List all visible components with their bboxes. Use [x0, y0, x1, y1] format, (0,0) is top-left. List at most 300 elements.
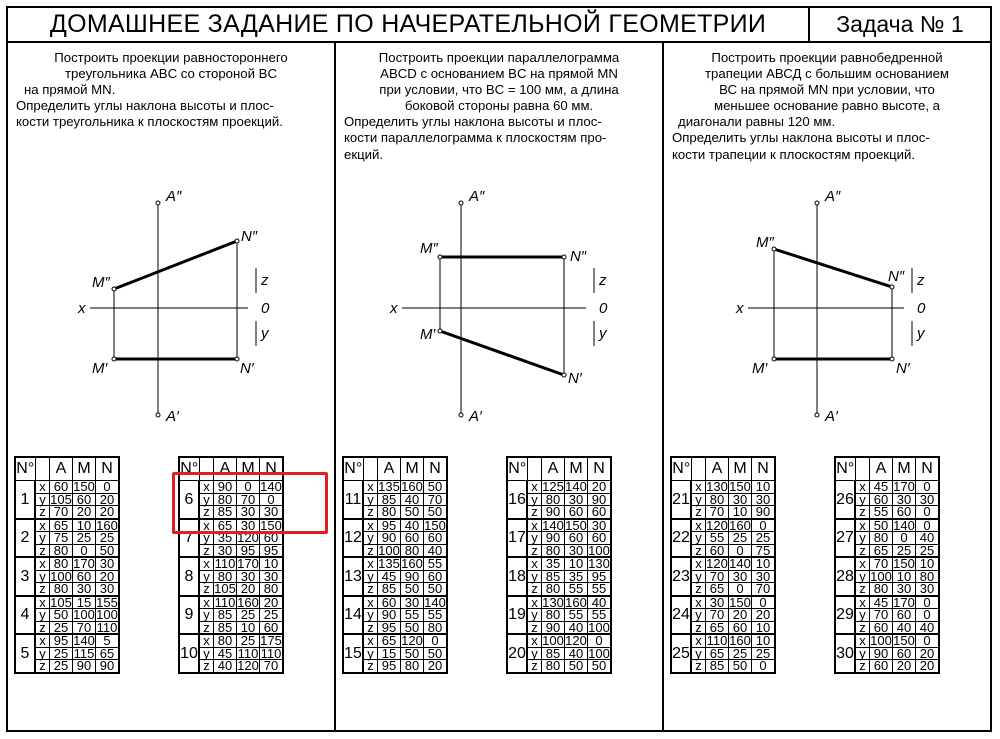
header-a: A: [50, 457, 73, 481]
coordinate-value: 10: [916, 557, 940, 570]
header-a: A: [870, 457, 893, 481]
coordinate-value: 170: [893, 594, 915, 610]
header-axis: [527, 457, 542, 481]
coordinate-value: 95: [50, 634, 73, 647]
coordinate-value: 50: [424, 583, 448, 596]
coordinate-value: 30: [73, 583, 96, 596]
header-no: N°: [507, 457, 527, 481]
axis-label: z: [35, 583, 50, 596]
coordinate-value: 90: [870, 647, 893, 660]
coordinate-value: 100: [542, 633, 564, 648]
coordinate-value: 10: [565, 557, 588, 570]
coordinate-value: 105: [50, 594, 72, 610]
coordinate-value: 80: [378, 506, 401, 519]
task-line: кости параллелограмма к плоскостям про-: [344, 130, 607, 146]
axis-label: y: [35, 570, 50, 583]
coordinate-value: 25: [893, 544, 916, 557]
coordinate-value: 20: [916, 660, 940, 673]
coordinate-value: 140: [893, 517, 915, 533]
coordinate-value: 25: [50, 621, 73, 634]
coordinate-value: 10: [752, 634, 776, 647]
coordinate-value: 40: [401, 519, 424, 532]
coordinate-value: 160: [237, 594, 259, 610]
coordinate-value: 60: [893, 647, 916, 660]
coordinate-value: 85: [542, 570, 565, 583]
axis-label: x: [35, 596, 50, 609]
variant-number: 24: [671, 596, 691, 635]
coordinate-value: 10: [237, 621, 260, 634]
coordinate-value: 80: [260, 583, 284, 596]
label-a2: A″: [825, 188, 841, 205]
axis-label: x: [527, 519, 542, 532]
coordinate-value: 50: [96, 544, 120, 557]
coordinate-value: 155: [96, 594, 118, 610]
coordinate-value: 10: [893, 570, 916, 583]
coordinate-value: 15: [73, 596, 96, 609]
coordinate-value: 70: [50, 506, 73, 519]
axis-label: x: [691, 481, 706, 494]
coordinate-value: 50: [424, 481, 448, 494]
coordinate-value: 25: [50, 647, 73, 660]
coordinate-value: 150: [260, 517, 282, 533]
header-n: N: [752, 457, 776, 481]
coordinate-value: 55: [588, 583, 612, 596]
label-n1: N′: [240, 360, 254, 377]
axis-label: y: [855, 570, 870, 583]
axis-label: y: [691, 647, 706, 660]
coordinate-value: 80: [401, 660, 424, 673]
coordinate-value: 30: [893, 583, 916, 596]
coordinate-value: 60: [424, 570, 448, 583]
variant-number: 1: [15, 481, 35, 519]
coordinate-value: 140: [542, 517, 564, 533]
axis-label: y: [363, 647, 378, 660]
label-a2: A″: [469, 188, 485, 205]
coordinate-value: 60: [893, 506, 916, 519]
coordinate-value: 80: [542, 660, 565, 673]
label-n2: N″: [241, 228, 258, 245]
axis-label: z: [691, 621, 706, 634]
coordinate-value: 50: [50, 609, 73, 622]
axis-label: x: [527, 481, 542, 494]
coordinate-value: 130: [706, 479, 728, 494]
task-line: екций.: [344, 146, 384, 162]
header-axis: [35, 457, 50, 481]
label-z: z: [917, 272, 925, 289]
axis-label: x: [35, 557, 50, 570]
axis-label: y: [691, 609, 706, 622]
coordinate-value: 120: [237, 530, 259, 545]
coordinate-value: 55: [424, 609, 448, 622]
coordinate-value: 0: [916, 481, 940, 494]
projection-diagram: [336, 183, 661, 463]
coordinate-value: 50: [588, 660, 612, 673]
projection-diagram: [664, 183, 989, 463]
coordinate-value: 95: [378, 621, 401, 634]
label-a2: A″: [166, 188, 182, 205]
axis-label: z: [35, 621, 50, 634]
coordinate-value: 65: [50, 519, 73, 532]
coordinate-value: 50: [565, 660, 588, 673]
label-m2: M″: [92, 274, 110, 291]
header-a: A: [542, 457, 565, 481]
axis-label: z: [527, 660, 542, 673]
coordinate-value: 60: [729, 621, 752, 634]
coordinate-value: 105: [50, 491, 72, 507]
coordinate-value: 30: [893, 493, 916, 506]
coordinate-value: 170: [237, 556, 259, 571]
coordinate-value: 50: [424, 506, 448, 519]
axis-label: z: [199, 544, 214, 557]
coordinate-value: 20: [96, 570, 120, 583]
coordinate-value: 70: [706, 609, 729, 622]
coordinate-value: 100: [73, 607, 95, 622]
coordinate-value: 20: [73, 506, 96, 519]
axis-label: z: [35, 544, 50, 557]
label-m2: M″: [756, 234, 774, 251]
axis-label: x: [855, 557, 870, 570]
axis-label: y: [35, 532, 50, 545]
coordinate-value: 30: [260, 506, 284, 519]
coordinate-value: 30: [706, 596, 729, 609]
coordinate-value: 75: [752, 544, 776, 557]
coordinate-value: 0: [260, 493, 284, 506]
coordinate-value: 100: [588, 542, 610, 558]
header-n: N: [916, 457, 940, 481]
coordinate-value: 170: [893, 479, 915, 494]
coordinate-value: 110: [214, 556, 236, 571]
coordinate-value: 80: [424, 621, 448, 634]
coordinate-value: 40: [893, 621, 916, 634]
coordinate-value: 120: [237, 658, 259, 673]
task-line: кости трапеции к плоскостям проекций.: [672, 146, 916, 162]
axis-label: x: [363, 596, 378, 609]
label-x: x: [390, 300, 398, 317]
task-line: Построить проекции равностороннего: [54, 50, 288, 65]
coordinate-value: 80: [401, 544, 424, 557]
axis-label: x: [363, 557, 378, 570]
coordinate-value: 60: [588, 532, 612, 545]
coordinate-value: 140: [73, 633, 95, 648]
header-axis: [363, 457, 378, 481]
coordinate-value: 0: [752, 660, 776, 673]
coordinate-value: 100: [870, 568, 892, 584]
header-m: M: [565, 457, 588, 481]
coordinate-value: 160: [401, 479, 423, 494]
coordinate-value: 150: [729, 479, 751, 494]
coordinate-value: 85: [706, 660, 729, 673]
axis-label: z: [691, 506, 706, 519]
axis-label: z: [855, 544, 870, 557]
axis-label: z: [35, 660, 50, 673]
coordinate-value: 0: [96, 481, 120, 494]
axis-label: y: [855, 493, 870, 506]
coordinate-value: 60: [565, 506, 588, 519]
coordinate-value: 0: [893, 532, 916, 545]
axis-label: x: [855, 634, 870, 647]
label-z: z: [261, 272, 269, 289]
coordinate-value: 100: [870, 633, 892, 648]
coordinate-value: 40: [916, 532, 940, 545]
coordinate-value: 60: [424, 532, 448, 545]
coordinate-value: 10: [73, 519, 96, 532]
axis-label: x: [527, 557, 542, 570]
coordinate-value: 90: [752, 506, 776, 519]
axis-label: y: [527, 532, 542, 545]
variant-number: 7: [179, 519, 199, 558]
coordinate-value: 20: [96, 506, 120, 519]
coordinate-value: 160: [401, 556, 423, 571]
coordinate-value: 80: [870, 532, 893, 545]
coordinate-value: 10: [260, 557, 284, 570]
coordinate-value: 25: [752, 647, 776, 660]
axis-label: x: [855, 481, 870, 494]
axis-label: y: [691, 493, 706, 506]
title-bar: [8, 8, 990, 43]
header-m: M: [893, 457, 916, 481]
axis-label: x: [199, 519, 214, 532]
header-m: M: [237, 457, 260, 481]
axis-label: z: [691, 583, 706, 596]
label-z: z: [599, 272, 607, 289]
label-y: y: [599, 325, 607, 342]
axis-label: y: [363, 570, 378, 583]
coordinate-value: 160: [729, 517, 751, 533]
coordinate-value: 90: [96, 660, 120, 673]
header-a: A: [214, 457, 237, 481]
task-panel-3: [664, 43, 990, 732]
coordinate-value: 100: [50, 568, 72, 584]
coordinate-value: 20: [729, 609, 752, 622]
variant-number: 20: [507, 634, 527, 673]
coordinate-value: 175: [260, 633, 282, 648]
label-m1: M′: [420, 326, 436, 343]
coordinate-value: 115: [73, 645, 95, 661]
coordinate-value: 0: [73, 544, 96, 557]
coordinate-value: 70: [870, 609, 893, 622]
variant-number: 25: [671, 634, 691, 673]
coordinate-value: 90: [542, 532, 565, 545]
coordinate-value: 0: [916, 609, 940, 622]
label-m1: M′: [92, 360, 108, 377]
coordinate-value: 20: [916, 647, 940, 660]
coordinate-value: 25: [50, 660, 73, 673]
axis-label: z: [527, 621, 542, 634]
axis-label: x: [855, 596, 870, 609]
coordinate-value: 10: [752, 481, 776, 494]
coordinate-value: 110: [214, 594, 236, 610]
header-no: N°: [671, 457, 691, 481]
header-a: A: [706, 457, 729, 481]
coordinate-value: 160: [96, 517, 118, 533]
header-no: N°: [15, 457, 35, 481]
coordinate-value: 30: [214, 544, 237, 557]
coordinate-value: 35: [565, 570, 588, 583]
coordinate-value: 90: [378, 609, 401, 622]
coordinate-value: 20: [260, 596, 284, 609]
coordinate-value: 30: [260, 570, 284, 583]
coordinate-value: 40: [214, 660, 237, 673]
coordinate-value: 70: [706, 506, 729, 519]
variant-number: 10: [179, 634, 199, 673]
variant-number: 21: [671, 481, 691, 519]
coordinate-value: 60: [870, 660, 893, 673]
axis-label: z: [363, 506, 378, 519]
axis-label: x: [35, 519, 50, 532]
variant-number: 27: [835, 519, 855, 558]
coordinate-value: 30: [729, 493, 752, 506]
coordinate-value: 20: [752, 609, 776, 622]
axis-label: z: [363, 621, 378, 634]
coordinate-value: 60: [401, 532, 424, 545]
task-statement: [672, 50, 982, 163]
axis-label: z: [363, 660, 378, 673]
axis-label: z: [855, 621, 870, 634]
page-title: ДОМАШНЕЕ ЗАДАНИЕ ПО НАЧЕРАТЕЛЬНОЙ ГЕОМЕТРИИ: [8, 8, 810, 41]
coordinate-value: 0: [729, 583, 752, 596]
coordinate-value: 85: [378, 493, 401, 506]
task-line: боковой стороны равна 60 мм.: [404, 98, 594, 114]
coordinate-value: 30: [96, 557, 120, 570]
header-no: N°: [835, 457, 855, 481]
coordinate-value: 150: [893, 633, 915, 648]
coordinate-value: 25: [237, 634, 260, 647]
coordinate-value: 95: [588, 570, 612, 583]
coordinate-value: 45: [870, 481, 893, 494]
coordinate-value: 80: [542, 544, 565, 557]
variants-table: [670, 456, 776, 674]
coordinate-value: 140: [424, 594, 446, 610]
coordinate-value: 150: [893, 556, 915, 571]
axis-label: x: [691, 557, 706, 570]
axis-label: x: [691, 634, 706, 647]
axis-label: z: [527, 506, 542, 519]
axis-label: x: [527, 596, 542, 609]
variant-number: 6: [179, 481, 199, 519]
axis-label: y: [527, 493, 542, 506]
axis-label: y: [527, 609, 542, 622]
header-n: N: [260, 457, 284, 481]
coordinate-value: 80: [542, 609, 565, 622]
coordinate-value: 90: [588, 493, 612, 506]
coordinate-value: 50: [401, 583, 424, 596]
coordinate-value: 95: [237, 544, 260, 557]
coordinate-value: 10: [752, 557, 776, 570]
coordinate-value: 70: [260, 660, 284, 673]
label-y: y: [261, 325, 269, 342]
coordinate-value: 25: [729, 532, 752, 545]
variant-number: 13: [343, 557, 363, 596]
label-n2: N″: [888, 268, 905, 285]
axis-label: y: [199, 609, 214, 622]
coordinate-value: 85: [214, 621, 237, 634]
variant-number: 14: [343, 596, 363, 635]
coordinate-value: 30: [565, 493, 588, 506]
task-panel-2: [336, 43, 662, 732]
coordinate-value: 170: [73, 556, 95, 571]
axis-label: z: [199, 506, 214, 519]
variant-number: 2: [15, 519, 35, 558]
coordinate-value: 150: [565, 517, 587, 533]
coordinate-value: 60: [565, 532, 588, 545]
coordinate-value: 40: [565, 621, 588, 634]
axis-label: x: [363, 481, 378, 494]
coordinate-value: 90: [214, 481, 237, 494]
axis-label: y: [35, 609, 50, 622]
axis-label: x: [691, 596, 706, 609]
coordinate-value: 65: [706, 647, 729, 660]
axis-label: y: [199, 647, 214, 660]
coordinate-value: 60: [260, 532, 284, 545]
task-line: треугольника ABC со стороной BC: [65, 66, 277, 82]
coordinate-value: 50: [401, 647, 424, 660]
variants-table: [14, 456, 120, 674]
coordinate-value: 120: [706, 517, 728, 533]
coordinate-value: 60: [870, 621, 893, 634]
coordinate-value: 140: [260, 479, 282, 494]
coordinate-value: 10: [729, 506, 752, 519]
axis-label: y: [363, 493, 378, 506]
axis-label: z: [855, 506, 870, 519]
coordinate-value: 50: [870, 519, 893, 532]
coordinate-value: 70: [870, 557, 893, 570]
axis-label: x: [199, 634, 214, 647]
label-m2: M″: [420, 240, 438, 257]
coordinate-value: 100: [588, 619, 610, 635]
coordinate-value: 65: [870, 544, 893, 557]
coordinate-value: 30: [565, 544, 588, 557]
label-m1: M′: [752, 360, 768, 377]
coordinate-value: 90: [401, 570, 424, 583]
coordinate-value: 80: [214, 634, 237, 647]
coordinate-value: 140: [565, 479, 587, 494]
coordinate-value: 55: [706, 532, 729, 545]
axis-label: y: [363, 532, 378, 545]
coordinate-value: 70: [73, 621, 96, 634]
variant-number: 16: [507, 481, 527, 519]
header-n: N: [96, 457, 120, 481]
coordinate-value: 0: [588, 634, 612, 647]
task-line: на прямой MN.: [24, 82, 116, 98]
task-line: Построить проекции равнобедренной: [711, 50, 943, 65]
coordinate-value: 90: [542, 621, 565, 634]
coordinate-value: 40: [588, 596, 612, 609]
coordinate-value: 80: [916, 570, 940, 583]
variant-number: 22: [671, 519, 691, 558]
variant-number: 15: [343, 634, 363, 673]
coordinate-value: 70: [237, 493, 260, 506]
variant-number: 28: [835, 557, 855, 596]
coordinate-value: 70: [424, 493, 448, 506]
axis-label: x: [199, 596, 214, 609]
axis-label: y: [199, 570, 214, 583]
coordinate-value: 5: [96, 634, 120, 647]
coordinate-value: 80: [706, 493, 729, 506]
variant-number: 17: [507, 519, 527, 558]
coordinate-value: 85: [378, 583, 401, 596]
variant-number: 12: [343, 519, 363, 558]
coordinate-value: 50: [401, 621, 424, 634]
variants-table: [506, 456, 612, 674]
coordinate-value: 25: [729, 647, 752, 660]
coordinate-value: 60: [73, 493, 96, 506]
coordinate-value: 25: [96, 532, 120, 545]
coordinate-value: 40: [424, 544, 448, 557]
label-origin: 0: [261, 300, 270, 317]
header-n: N: [588, 457, 612, 481]
label-n2: N″: [570, 248, 587, 265]
coordinate-value: 40: [916, 621, 940, 634]
